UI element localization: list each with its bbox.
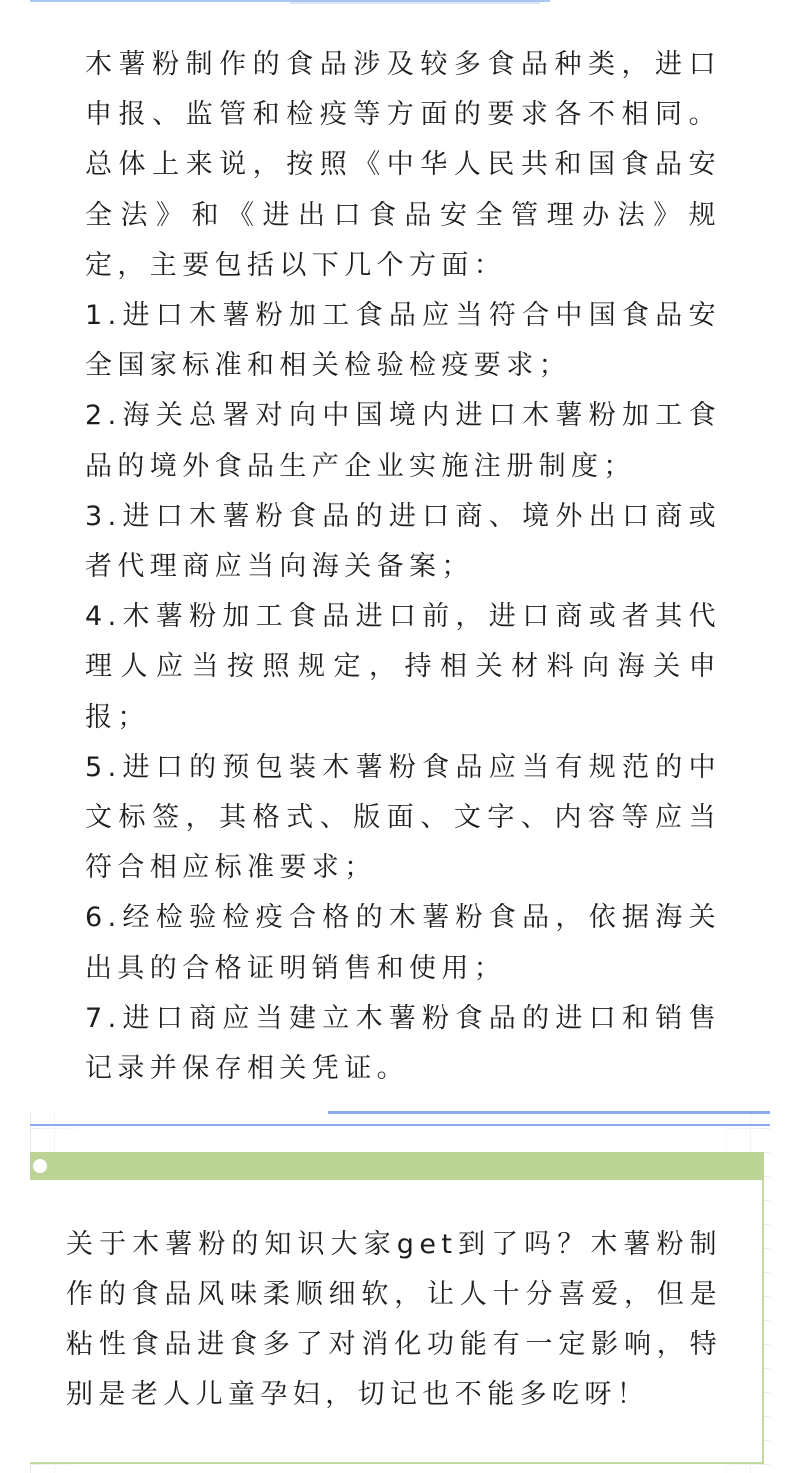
requirement-item-3: 3.进口木薯粉食品的进口商、境外出口商或者代理商应当向海关备案； bbox=[85, 500, 721, 583]
closing-paragraph: 关于木薯粉的知识大家get到了吗？木薯粉制作的食品风味柔顺细软，让人十分喜爱，但是粘性食品进食多了对消化功能有一定影响，特别是老人儿童孕妇，切记也不能多吃呀！ bbox=[66, 1229, 722, 1410]
closing-card-header-bar bbox=[30, 1152, 764, 1180]
requirement-item-6: 6.经检验检疫合格的木薯粉食品，依据海关出具的合格证明销售和使用； bbox=[85, 902, 721, 984]
requirement-item-2: 2.海关总署对向中国境内进口木薯粉加工食品的境外食品生产企业实施注册制度； bbox=[85, 400, 721, 482]
intro-paragraph: 木薯粉制作的食品涉及较多食品种类，进口申报、监管和检疫等方面的要求各不相同。总体上来说，按照《中华人民共和国食品安全法》和《进出口食品安全管理办法》规定，主要包括以下几个方面： bbox=[85, 49, 721, 281]
article-body bbox=[85, 40, 721, 1094]
top-divider-highlight bbox=[290, 2, 540, 4]
section-divider-short bbox=[328, 1111, 770, 1114]
closing-body bbox=[66, 1220, 722, 1420]
requirement-item-7: 7.进口商应当建立木薯粉食品的进口和销售记录并保存相关凭证。 bbox=[85, 1002, 721, 1085]
requirement-item-1: 1.进口木薯粉加工食品应当符合中国食品安全国家标准和相关检验检疫要求； bbox=[85, 300, 721, 382]
section-divider-long bbox=[30, 1124, 770, 1126]
requirement-item-4: 4.木薯粉加工食品进口前，进口商或者其代理人应当按照规定，持相关材料向海关申报； bbox=[85, 601, 721, 733]
dot-icon bbox=[33, 1159, 47, 1173]
requirement-item-5: 5.进口的预包装木薯粉食品应当有规范的中文标签，其格式、版面、文字、内容等应当符合相应标准要求； bbox=[85, 751, 721, 884]
